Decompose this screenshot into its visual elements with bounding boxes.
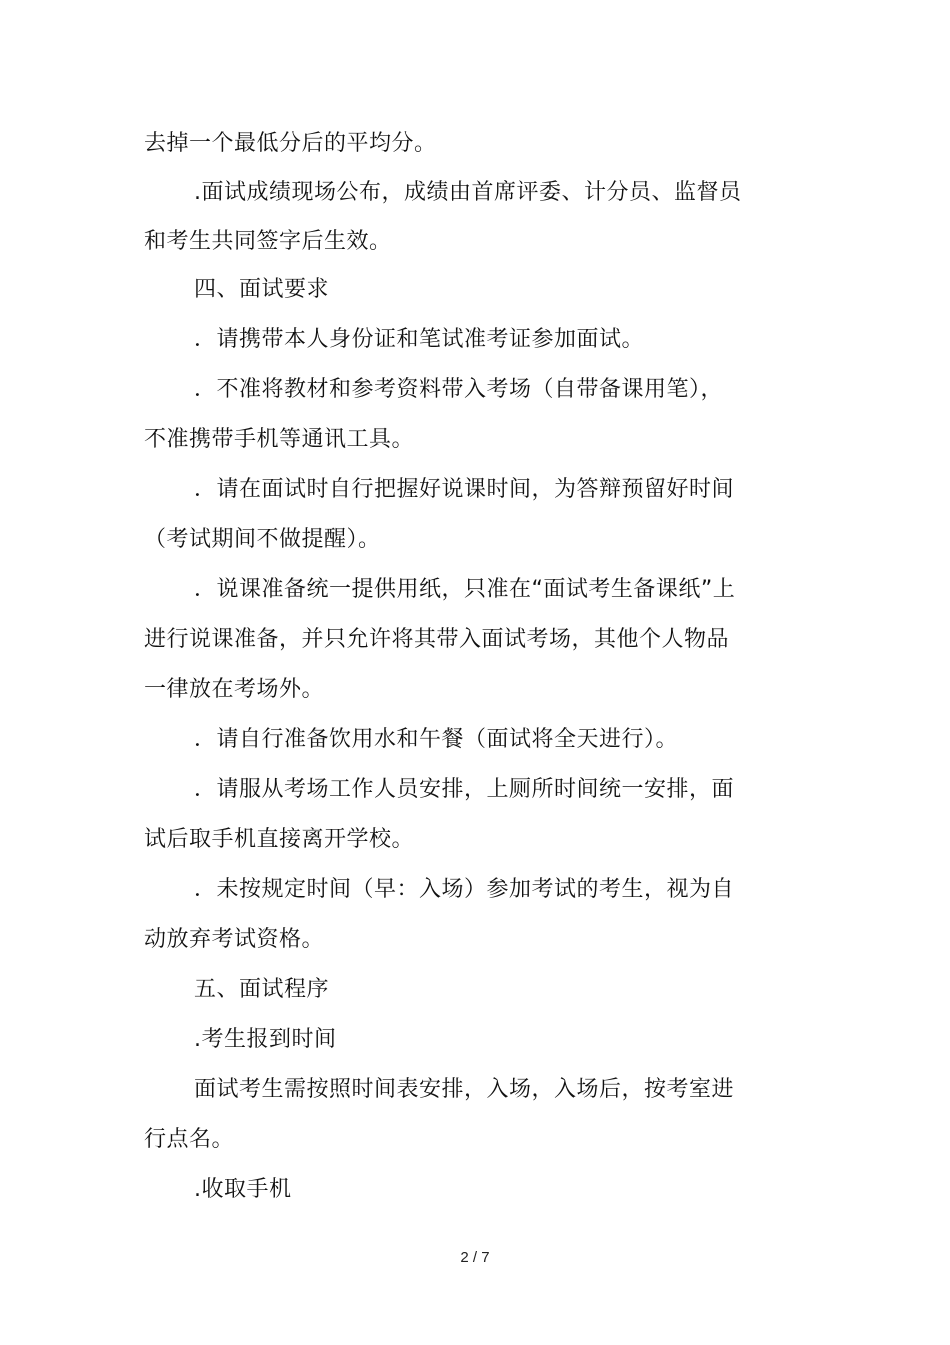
text-line: ．不准将教材和参考资料带入考场（自带备课用笔），: [194, 377, 724, 402]
text-line: 试后取手机直接离开学校。: [144, 827, 415, 852]
page-number: 2 / 7: [460, 1249, 490, 1266]
text-line: ．请携带本人身份证和笔试准考证参加面试。: [194, 327, 645, 352]
section-heading: 五、面试程序: [194, 977, 330, 1002]
text-line: ．未按规定时间（早：入场）参加考试的考生，视为自: [194, 877, 735, 902]
text-line: 和考生共同签字后生效。: [144, 229, 392, 254]
text-line: 不准携带手机等通讯工具。: [144, 427, 415, 452]
text-line: .面试成绩现场公布，成绩由首席评委、计分员、监督员: [194, 180, 742, 205]
text-line: 行点名。: [144, 1127, 235, 1152]
text-line: .考生报到时间: [194, 1027, 337, 1052]
text-line: （考试期间不做提醒）。: [144, 527, 381, 552]
text-line: ．请在面试时自行把握好说课时间，为答辩预留好时间: [194, 477, 735, 502]
text-line: 动放弃考试资格。: [144, 927, 325, 952]
text-line: .收取手机: [194, 1177, 292, 1202]
section-heading: 四、面试要求: [194, 277, 330, 302]
text-line: ．请服从考场工作人员安排，上厕所时间统一安排，面: [194, 777, 735, 802]
text-line: 面试考生需按照时间表安排，入场，入场后，按考室进: [194, 1077, 735, 1102]
text-line: ．请自行准备饮用水和午餐（面试将全天进行）。: [194, 727, 679, 752]
text-line: 一律放在考场外。: [144, 677, 325, 702]
text-line: 进行说课准备，并只允许将其带入面试考场，其他个人物品: [144, 627, 730, 652]
text-line: 去掉一个最低分后的平均分。: [144, 131, 437, 156]
text-line: ．说课准备统一提供用纸，只准在“面试考生备课纸”上: [194, 577, 736, 602]
